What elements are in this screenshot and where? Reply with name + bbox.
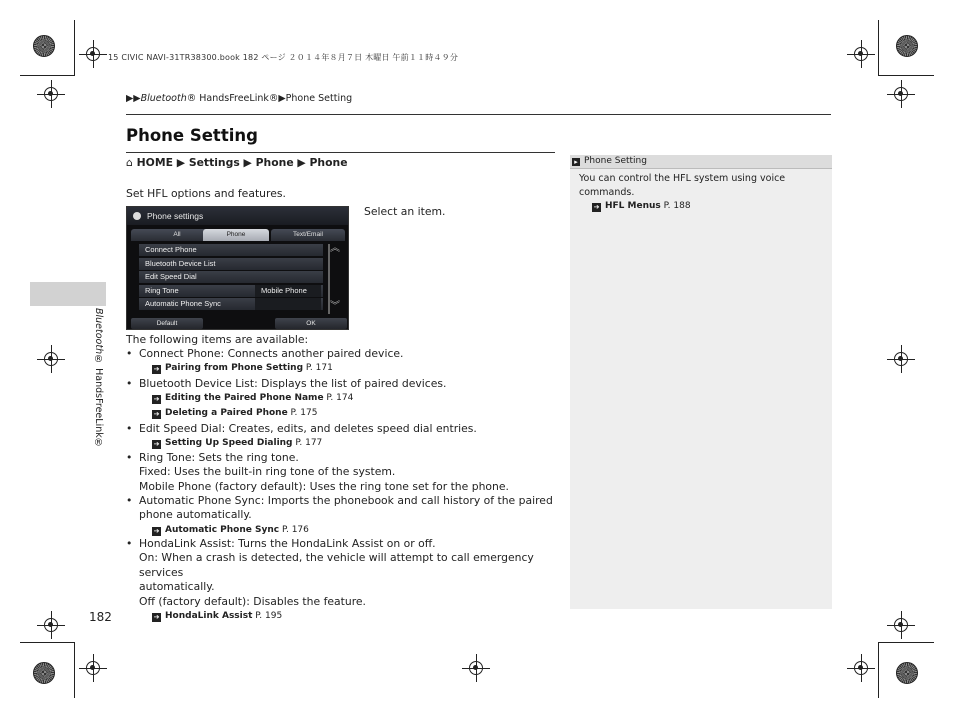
registration-disc-icon xyxy=(33,35,55,57)
ring-tone-value: Mobile Phone xyxy=(255,285,321,297)
reference-arrow-icon: ➔ xyxy=(153,410,160,419)
reference-arrow-icon: ➔ xyxy=(593,203,600,211)
items-intro: The following items are available: xyxy=(126,333,309,346)
nav-path: ⌂ HOME ▶ Settings ▶ Phone ▶ Phone xyxy=(126,156,348,169)
intro-text: Set HFL options and features. xyxy=(126,187,286,200)
nav-arrow-icon: ▶ xyxy=(176,156,186,169)
sidebar-heading: ▸ Phone Setting xyxy=(570,155,832,169)
ref-link[interactable]: Editing the Paired Phone Name xyxy=(165,393,324,404)
ref-link[interactable]: HondaLink Assist xyxy=(165,611,253,622)
crosshair-icon xyxy=(44,352,58,366)
ok-button[interactable]: OK xyxy=(275,318,347,329)
ref-link[interactable]: Deleting a Paired Phone xyxy=(165,408,288,419)
crosshair-icon xyxy=(894,618,908,632)
ref-link[interactable]: HFL Menus xyxy=(605,201,661,211)
tab-phone[interactable]: Phone xyxy=(203,229,269,241)
ref-link[interactable]: Setting Up Speed Dialing xyxy=(165,438,293,449)
list-item: • Edit Speed Dial: Creates, edits, and deletes speed dial entries. ➔ Setting Up Speed Dialing P. 177 xyxy=(126,422,477,449)
list-item-automatic-phone-sync[interactable]: Automatic Phone Sync xyxy=(139,298,323,310)
vertical-section-label: Bluetooth® HandsFreeLink® xyxy=(93,308,104,449)
breadcrumb-arrow-icon: ▶▶ xyxy=(126,93,141,104)
crosshair-icon xyxy=(854,661,868,675)
sidebar-note xyxy=(570,155,832,609)
scroll-down-icon[interactable]: ︾ xyxy=(330,301,340,312)
reference-arrow-icon: ▸ xyxy=(572,158,580,166)
ref-link[interactable]: Pairing from Phone Setting xyxy=(165,363,304,374)
list-item-bluetooth-device-list[interactable]: Bluetooth Device List xyxy=(139,258,323,270)
scroll-up-icon[interactable]: ︽ xyxy=(330,243,340,254)
default-button[interactable]: Default xyxy=(131,318,203,329)
screen-title-bar: Phone settings xyxy=(127,207,348,225)
gear-icon xyxy=(133,212,141,220)
list-item-ring-tone[interactable]: Ring Tone Mobile Phone xyxy=(139,285,323,297)
ref-link[interactable]: Automatic Phone Sync xyxy=(165,524,280,535)
list-item: • Ring Tone: Sets the ring tone. Fixed: Uses the built-in ring tone of the system. Mobile Phone (factory default): Uses the ring tone set for the phone. xyxy=(126,451,509,493)
crosshair-icon xyxy=(469,661,483,675)
screen-scrollbar[interactable] xyxy=(328,244,342,314)
crosshair-icon xyxy=(44,87,58,101)
crosshair-icon xyxy=(86,661,100,675)
crosshair-icon xyxy=(44,618,58,632)
sidebar-text: You can control the HFL system using voice commands. ➔ HFL Menus P. 188 xyxy=(579,173,786,211)
nav-arrow-icon: ▶ xyxy=(243,156,252,169)
crosshair-icon xyxy=(894,352,908,366)
list-item-edit-speed-dial[interactable]: Edit Speed Dial xyxy=(139,271,323,283)
list-item: • Automatic Phone Sync: Imports the phonebook and call history of the paired phone automatically. ➔ Automatic Phone Sync P. 176 xyxy=(126,494,553,535)
header-rule xyxy=(126,114,831,115)
crosshair-icon xyxy=(86,47,100,61)
nav-arrow-icon: ▶ xyxy=(297,156,306,169)
home-icon: ⌂ xyxy=(126,156,133,169)
registration-disc-icon xyxy=(896,35,918,57)
page-number: 182 xyxy=(89,610,112,624)
list-item-connect-phone[interactable]: Connect Phone xyxy=(139,244,323,256)
screen-tabs xyxy=(127,229,348,241)
crosshair-icon xyxy=(894,87,908,101)
crosshair-icon xyxy=(854,47,868,61)
reference-arrow-icon: ➔ xyxy=(153,365,160,374)
tab-text-email[interactable]: Text/Email xyxy=(271,229,345,241)
reference-arrow-icon: ➔ xyxy=(153,613,160,622)
breadcrumb: ▶▶Bluetooth® HandsFreeLink®▶Phone Setting xyxy=(126,93,353,104)
phone-settings-screen xyxy=(126,206,349,330)
reference-arrow-icon: ➔ xyxy=(153,526,160,535)
breadcrumb-arrow-icon: ▶ xyxy=(278,93,286,104)
reference-arrow-icon: ➔ xyxy=(153,395,160,404)
section-tab xyxy=(30,282,106,306)
list-item: • Bluetooth Device List: Displays the list of paired devices. ➔ Editing the Paired Phone Name P. 174 ➔ Deleting a Paired Phone P. 175 xyxy=(126,377,447,419)
print-header: 15 CIVIC NAVI-31TR38300.book 182 ページ ２０１４年８月７日 木曜日 午前１１時４９分 xyxy=(108,53,459,62)
page-title: Phone Setting xyxy=(126,126,258,145)
screen-list xyxy=(139,244,323,312)
select-caption: Select an item. xyxy=(364,205,446,218)
registration-disc-icon xyxy=(896,662,918,684)
tab-all[interactable]: All xyxy=(131,229,223,241)
list-item: • Connect Phone: Connects another paired device. ➔ Pairing from Phone Setting P. 171 xyxy=(126,347,404,374)
list-item: • HondaLink Assist: Turns the HondaLink Assist on or off. On: When a crash is detected, the vehicle will attempt to call emergency services automatically. Off (factory default): Disables the feature. ➔ HondaLink Assist P. 195 xyxy=(126,537,534,622)
title-rule xyxy=(126,152,555,153)
reference-arrow-icon: ➔ xyxy=(153,440,160,449)
registration-disc-icon xyxy=(33,662,55,684)
